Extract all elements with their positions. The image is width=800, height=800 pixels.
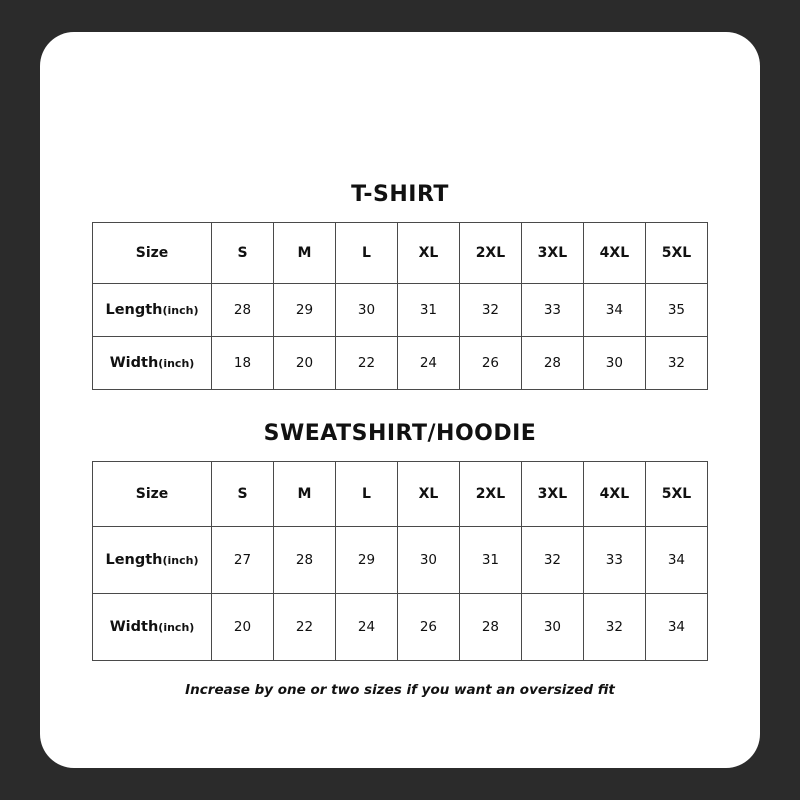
cell-length-5xl: 35	[645, 284, 707, 337]
hoodie-size-table	[92, 461, 708, 661]
cell-width-3xl: 28	[521, 337, 583, 390]
cell-length-3xl: 32	[521, 527, 583, 594]
table-row	[93, 284, 708, 337]
cell-length-s: 27	[212, 527, 274, 594]
cell-width-s: 20	[212, 594, 274, 661]
cell-width-s: 18	[212, 337, 274, 390]
header-cell-size: Size	[93, 223, 212, 284]
row-label-text: Width	[109, 355, 159, 371]
cell-length-xl: 30	[397, 527, 459, 594]
cell-width-2xl: 26	[459, 337, 521, 390]
cell-width-l: 24	[335, 594, 397, 661]
row-label-unit: (inch)	[162, 554, 199, 567]
row-label-unit: (inch)	[162, 304, 199, 317]
size-chart-content	[92, 32, 708, 768]
cell-length-m: 28	[273, 527, 335, 594]
row-label-width	[93, 337, 212, 390]
cell-width-3xl: 30	[521, 594, 583, 661]
row-label-text: Length	[105, 552, 163, 568]
row-label-text: Length	[105, 302, 163, 318]
header-cell-3xl: 3XL	[521, 462, 583, 527]
row-label-text: Width	[109, 619, 159, 635]
header-cell-l: L	[335, 462, 397, 527]
cell-length-xl: 31	[397, 284, 459, 337]
cell-length-2xl: 31	[459, 527, 521, 594]
header-cell-3xl: 3XL	[521, 223, 583, 284]
table-row	[93, 594, 708, 661]
cell-length-3xl: 33	[521, 284, 583, 337]
cell-length-s: 28	[212, 284, 274, 337]
header-cell-xl: XL	[397, 462, 459, 527]
header-cell-s: S	[212, 223, 274, 284]
header-cell-xl: XL	[397, 223, 459, 284]
row-label-unit: (inch)	[158, 357, 195, 370]
hoodie-table-title: SWEATSHIRT/HOODIE	[263, 421, 537, 446]
table-row	[93, 337, 708, 390]
header-cell-4xl: 4XL	[583, 462, 645, 527]
cell-width-5xl: 34	[645, 594, 707, 661]
table-header-row	[93, 462, 708, 527]
cell-width-4xl: 32	[583, 594, 645, 661]
cell-width-m: 22	[273, 594, 335, 661]
tshirt-table-title: T-SHIRT	[351, 182, 449, 207]
oversized-fit-note: Increase by one or two sizes if you want an oversized fit	[185, 682, 615, 698]
header-cell-5xl: 5XL	[645, 223, 707, 284]
header-cell-m: M	[273, 462, 335, 527]
cell-width-xl: 24	[397, 337, 459, 390]
header-cell-size: Size	[93, 462, 212, 527]
header-cell-l: L	[335, 223, 397, 284]
cell-width-4xl: 30	[583, 337, 645, 390]
row-label-length	[93, 284, 212, 337]
table-row	[93, 527, 708, 594]
tshirt-size-table	[92, 222, 708, 390]
size-chart-card	[40, 32, 760, 768]
cell-width-xl: 26	[397, 594, 459, 661]
cell-width-5xl: 32	[645, 337, 707, 390]
header-cell-4xl: 4XL	[583, 223, 645, 284]
table-header-row	[93, 223, 708, 284]
header-cell-5xl: 5XL	[645, 462, 707, 527]
cell-length-4xl: 33	[583, 527, 645, 594]
cell-length-5xl: 34	[645, 527, 707, 594]
header-cell-2xl: 2XL	[459, 223, 521, 284]
cell-length-4xl: 34	[583, 284, 645, 337]
row-label-unit: (inch)	[158, 621, 195, 634]
cell-width-l: 22	[335, 337, 397, 390]
cell-width-m: 20	[273, 337, 335, 390]
cell-length-2xl: 32	[459, 284, 521, 337]
cell-length-m: 29	[273, 284, 335, 337]
header-cell-s: S	[212, 462, 274, 527]
cell-length-l: 30	[335, 284, 397, 337]
row-label-width	[93, 594, 212, 661]
cell-length-l: 29	[335, 527, 397, 594]
cell-width-2xl: 28	[459, 594, 521, 661]
header-cell-m: M	[273, 223, 335, 284]
header-cell-2xl: 2XL	[459, 462, 521, 527]
row-label-length	[93, 527, 212, 594]
